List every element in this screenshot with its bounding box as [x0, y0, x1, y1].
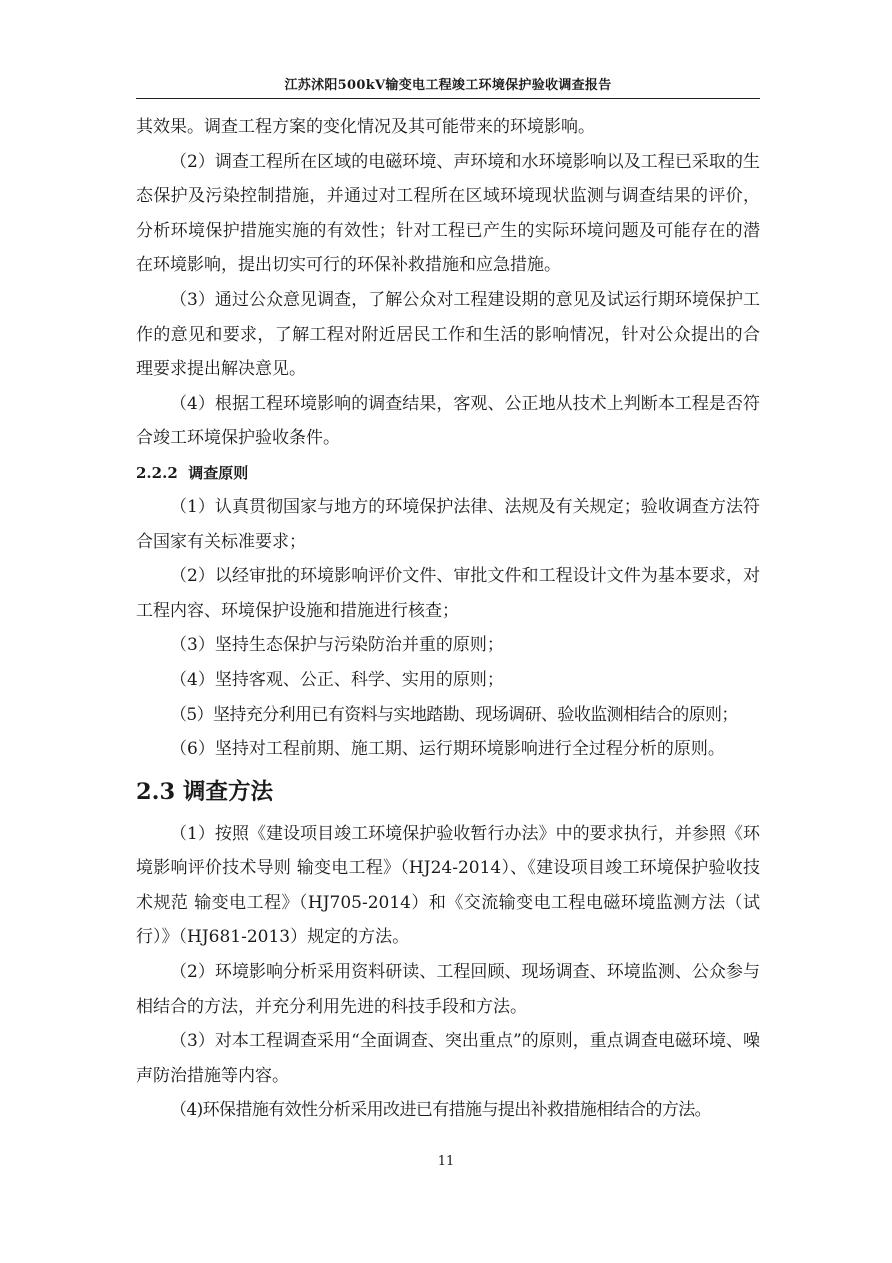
section-title: 调查方法	[183, 778, 274, 805]
principle-3: （3）坚持生态保护与污染防治并重的原则；	[170, 635, 504, 656]
subsection-title: 调查原则	[188, 463, 249, 482]
method-4: （4)环保措施有效性分析采用改进已有措施与提出补救措施相结合的方法。	[170, 1100, 712, 1121]
subsection-heading	[136, 456, 760, 490]
method-2: （2）环境影响分析采用资料研读、工程回顾、现场调查、环境监测、公众参与相结合的方法，并充分利用先进的科技手段和方法。	[136, 962, 760, 1017]
header-rule	[136, 98, 760, 99]
paragraph-continuation: 其效果。调查工程方案的变化情况及其可能带来的环境影响。	[136, 117, 595, 137]
section-number: 2.3	[136, 778, 176, 805]
method-3: （3）对本工程调查采用“全面调查、突出重点”的原则，重点调查电磁环境、噪声防治措施等内容。	[136, 1031, 760, 1086]
principle-6: （6）坚持对工程前期、施工期、运行期环境影响进行全过程分析的原则。	[170, 739, 725, 760]
principle-1: （1）认真贯彻国家与地方的环境保护法律、法规及有关规定；验收调查方法符合国家有关标准要求；	[136, 496, 760, 552]
principle-2: （2）以经审批的环境影响评价文件、审批文件和工程设计文件为基本要求，对工程内容、环境保护设施和措施进行核查；	[136, 566, 760, 621]
paragraph-goal-4: （4）根据工程环境影响的调查结果，客观、公正地从技术上判断本工程是否符合竣工环境保护验收条件。	[136, 393, 760, 449]
section-heading	[136, 767, 760, 817]
principle-5: （5）坚持充分利用已有资料与实地踏勘、现场调研、验收监测相结合的原则；	[170, 704, 738, 725]
principle-4: （4）坚持客观、公正、科学、实用的原则；	[170, 669, 504, 690]
page-number: 11	[437, 1154, 455, 1169]
page-body	[136, 110, 760, 1128]
running-header: 江苏沭阳500kV输变电工程竣工环境保护验收调查报告	[284, 78, 612, 93]
method-1: （1）按照《建设项目竣工环境保护验收暂行办法》中的要求执行，并参照《环境影响评价技术导则 输变电工程》（HJ24-2014）、《建设项目竣工环境保护验收技术规范 输变电工程》（HJ705-2014）和《交流输变电工程电磁环境监测方法（试行）》（HJ681-2013）规定的方法。	[136, 823, 760, 948]
paragraph-goal-3: （3）通过公众意见调查，了解公众对工程建设期的意见及试运行期环境保护工作的意见和要求，了解工程对附近居民工作和生活的影响情况，针对公众提出的合理要求提出解决意见。	[136, 289, 760, 380]
paragraph-goal-2: （2）调查工程所在区域的电磁环境、声环境和水环境影响以及工程已采取的生态保护及污染控制措施，并通过对工程所在区域环境现状监测与调查结果的评价，分析环境保护措施实施的有效性；针对工程已产生的实际环境问题及可能存在的潜在环境影响，提出切实可行的环保补救措施和应急措施。	[136, 151, 760, 276]
subsection-number: 2.2.2	[136, 463, 178, 482]
